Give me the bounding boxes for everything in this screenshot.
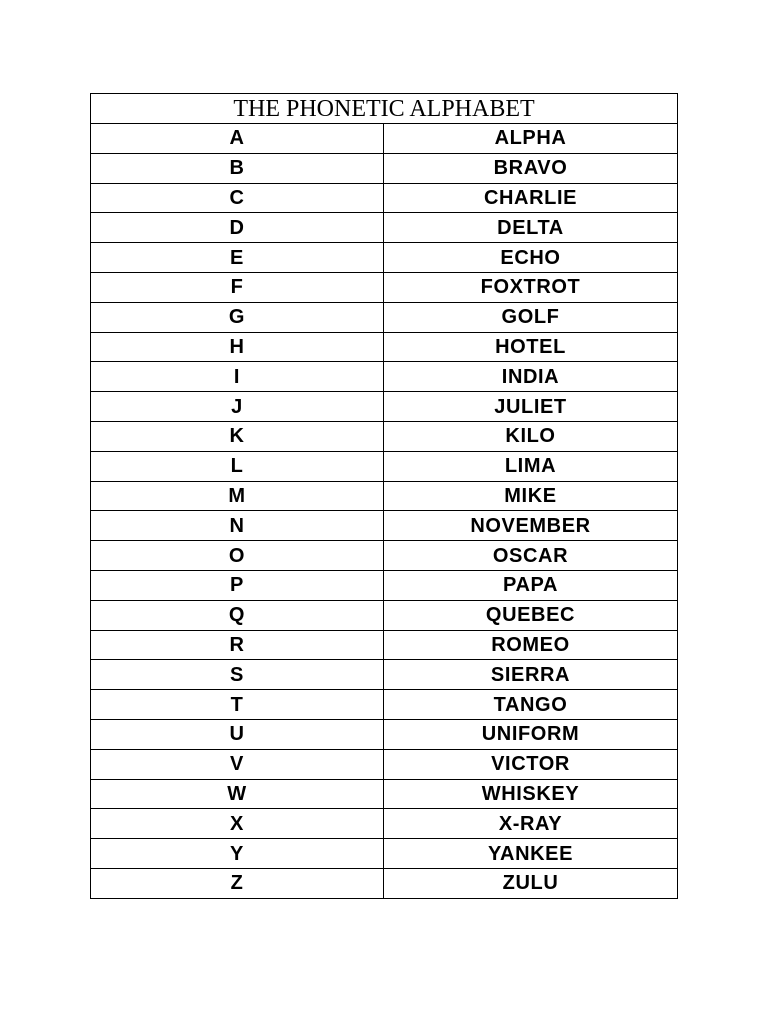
codeword-cell: CHARLIE (384, 183, 678, 213)
table-row (91, 630, 678, 660)
table-row (91, 749, 678, 779)
letter-cell: K (91, 421, 384, 451)
table-row (91, 779, 678, 809)
letter-cell: A (91, 124, 384, 154)
letter-cell: S (91, 660, 384, 690)
letter-cell: N (91, 511, 384, 541)
table-row (91, 839, 678, 869)
table-row (91, 868, 678, 898)
table-row (91, 451, 678, 481)
letter-cell: H (91, 332, 384, 362)
letter-cell: U (91, 719, 384, 749)
table-row (91, 809, 678, 839)
codeword-cell: JULIET (384, 392, 678, 422)
codeword-cell: ROMEO (384, 630, 678, 660)
table-title: THE PHONETIC ALPHABET (91, 94, 678, 124)
table-row (91, 213, 678, 243)
table-row (91, 272, 678, 302)
codeword-cell: MIKE (384, 481, 678, 511)
table-body (91, 94, 678, 899)
letter-cell: G (91, 302, 384, 332)
codeword-cell: HOTEL (384, 332, 678, 362)
table-row (91, 332, 678, 362)
letter-cell: V (91, 749, 384, 779)
table-row (91, 719, 678, 749)
table-row (91, 183, 678, 213)
title-row (91, 94, 678, 124)
codeword-cell: WHISKEY (384, 779, 678, 809)
letter-cell: E (91, 243, 384, 273)
letter-cell: X (91, 809, 384, 839)
letter-cell: P (91, 570, 384, 600)
letter-cell: Y (91, 839, 384, 869)
table-row (91, 660, 678, 690)
codeword-cell: KILO (384, 421, 678, 451)
codeword-cell: GOLF (384, 302, 678, 332)
letter-cell: L (91, 451, 384, 481)
codeword-cell: ZULU (384, 868, 678, 898)
table-row (91, 124, 678, 154)
letter-cell: F (91, 272, 384, 302)
table-row (91, 511, 678, 541)
codeword-cell: FOXTROT (384, 272, 678, 302)
table-row (91, 302, 678, 332)
table-row (91, 362, 678, 392)
letter-cell: I (91, 362, 384, 392)
codeword-cell: BRAVO (384, 153, 678, 183)
codeword-cell: DELTA (384, 213, 678, 243)
table-row (91, 541, 678, 571)
codeword-cell: ECHO (384, 243, 678, 273)
table-row (91, 421, 678, 451)
codeword-cell: SIERRA (384, 660, 678, 690)
table-row (91, 392, 678, 422)
letter-cell: M (91, 481, 384, 511)
codeword-cell: UNIFORM (384, 719, 678, 749)
letter-cell: R (91, 630, 384, 660)
letter-cell: D (91, 213, 384, 243)
codeword-cell: VICTOR (384, 749, 678, 779)
letter-cell: T (91, 690, 384, 720)
codeword-cell: QUEBEC (384, 600, 678, 630)
table-row (91, 570, 678, 600)
table-row (91, 690, 678, 720)
codeword-cell: X-RAY (384, 809, 678, 839)
codeword-cell: NOVEMBER (384, 511, 678, 541)
letter-cell: O (91, 541, 384, 571)
letter-cell: Z (91, 868, 384, 898)
codeword-cell: TANGO (384, 690, 678, 720)
letter-cell: C (91, 183, 384, 213)
letter-cell: Q (91, 600, 384, 630)
table-row (91, 600, 678, 630)
table-row (91, 243, 678, 273)
codeword-cell: ALPHA (384, 124, 678, 154)
codeword-cell: LIMA (384, 451, 678, 481)
letter-cell: B (91, 153, 384, 183)
table-row (91, 153, 678, 183)
codeword-cell: PAPA (384, 570, 678, 600)
phonetic-alphabet-table (90, 93, 678, 899)
codeword-cell: YANKEE (384, 839, 678, 869)
letter-cell: W (91, 779, 384, 809)
letter-cell: J (91, 392, 384, 422)
table-row (91, 481, 678, 511)
codeword-cell: OSCAR (384, 541, 678, 571)
codeword-cell: INDIA (384, 362, 678, 392)
